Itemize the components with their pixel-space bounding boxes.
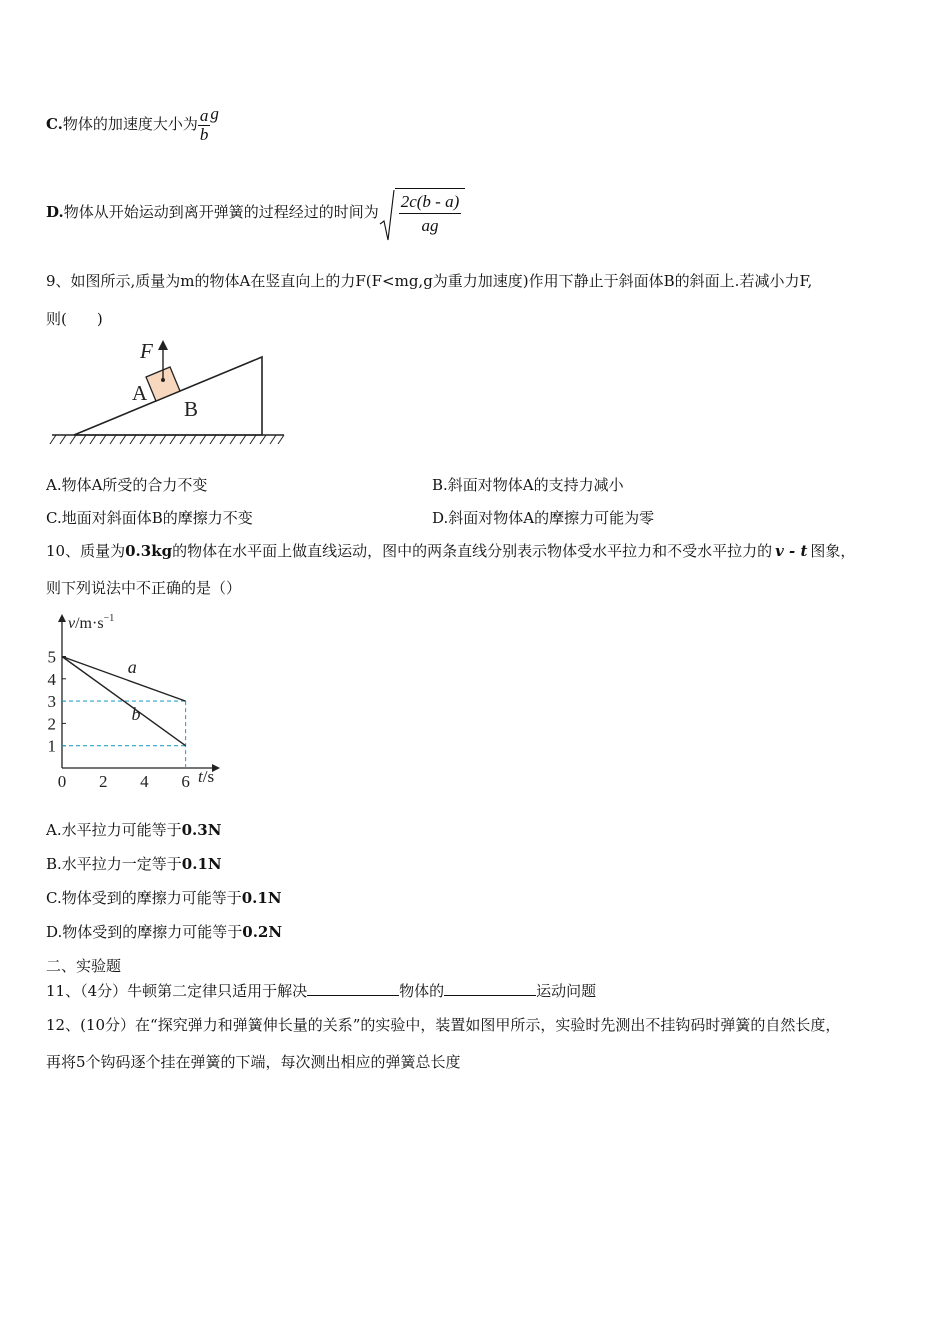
q8-option-c <box>46 104 219 144</box>
option-text: D.物体受到的摩擦力可能等于 <box>46 923 243 941</box>
stem-part: 物体的 <box>399 982 445 1000</box>
q9-stem-line1: 9、如图所示,质量为m的物体A在竖直向上的力F(F<mg,g为重力加速度)作用下静止于斜面体B的斜面上.若减小力F, <box>46 272 813 290</box>
x-tick-label: 4 <box>140 772 149 791</box>
option-value: 0.2N <box>242 923 283 941</box>
x-tick-label: 2 <box>98 772 108 791</box>
stem-vt: v - t <box>775 542 808 560</box>
q12-stem-line1: 12、(10分）在“探究弹力和弹簧伸长量的关系”的实验中，装置如图甲所示，实验时先测出不挂钩码时弹簧的自然长度， <box>46 1016 841 1034</box>
stem-part: 11、（4分）牛顿第二定律只适用于解决 <box>46 982 308 1000</box>
series-line-a <box>62 657 186 702</box>
q10-option-c <box>46 887 282 908</box>
q11-stem <box>46 980 596 1001</box>
radicand <box>395 188 466 238</box>
y-tick-label: 2 <box>47 714 56 734</box>
stem-part: 图象， <box>810 542 856 560</box>
q9-incline-figure <box>46 336 296 448</box>
frac-num: a <box>199 105 209 125</box>
q9-option-a: A.物体A所受的合力不变 <box>46 476 208 494</box>
option-value: 0.3N <box>181 821 222 839</box>
y-tick-label: 3 <box>47 692 56 712</box>
x-tick-label: 0 <box>57 772 67 791</box>
force-arrow-head <box>158 340 168 350</box>
radicand-fraction <box>399 191 462 238</box>
q9-option-b: B.斜面对物体A的支持力减小 <box>432 476 624 494</box>
section-title: 二、实验题 <box>46 957 122 975</box>
x-tick-label: 6 <box>181 772 190 791</box>
ground-hatching <box>50 435 284 444</box>
q12-stem-line2: 再将5个钩码逐个挂在弹簧的下端，每次测出相应的弹簧总长度 <box>46 1053 461 1071</box>
y-axis-title: $v/m\cdot s^{-1}$ <box>68 613 115 632</box>
stem-part: 的物体在水平面上做直线运动，图中的两条直线分别表示物体受水平拉力和不受水平拉力的 <box>172 542 773 560</box>
y-tick-label: 5 <box>47 647 56 667</box>
radical-sign <box>379 188 395 242</box>
sqrt-expression <box>379 188 466 238</box>
rad-num: 2c(b - a) <box>400 192 460 211</box>
stem-mass: 0.3kg <box>125 542 173 560</box>
q10-option-b <box>46 853 222 874</box>
series-label-a: a <box>127 656 137 677</box>
answer-blank-1[interactable] <box>307 981 399 996</box>
frac-den: b <box>199 124 209 144</box>
wedge-label: B <box>184 397 199 421</box>
y-tick-label: 1 <box>47 736 56 756</box>
option-value: 0.1N <box>241 889 282 907</box>
q10-option-d <box>46 921 282 942</box>
frac-after: g <box>210 104 219 123</box>
series-label-b: b <box>131 703 141 724</box>
fraction-a-over-b <box>198 107 211 144</box>
q10-vt-chart <box>40 604 230 794</box>
y-tick-label: 4 <box>47 669 56 689</box>
q9-option-d: D.斜面对物体A的摩擦力可能为零 <box>432 509 655 527</box>
option-value: 0.1N <box>181 855 222 873</box>
q8-option-d <box>46 188 465 238</box>
q10-stem-line1 <box>46 540 855 561</box>
q9-stem-line2: 则( ) <box>46 310 103 328</box>
x-axis-title: t/s <box>198 767 215 786</box>
option-text: 物体从开始运动到离开弹簧的过程经过的时间为 <box>63 203 379 221</box>
rad-den: ag <box>399 213 462 238</box>
option-prefix: C. <box>46 115 63 133</box>
answer-blank-2[interactable] <box>444 981 536 996</box>
option-text: B.水平拉力一定等于 <box>46 855 182 873</box>
option-text: A.水平拉力可能等于 <box>46 821 182 839</box>
option-text: 物体的加速度大小为 <box>62 115 198 133</box>
block-label: A <box>132 381 148 405</box>
force-label: F <box>140 339 153 363</box>
q9-option-c: C.地面对斜面体B的摩擦力不变 <box>46 509 253 527</box>
stem-part: 运动问题 <box>536 982 597 1000</box>
option-prefix: D. <box>46 203 64 221</box>
y-axis-arrow <box>58 614 66 622</box>
option-text: C.物体受到的摩擦力可能等于 <box>46 889 242 907</box>
q10-option-a <box>46 819 221 840</box>
q10-stem-line2: 则下列说法中不正确的是（） <box>46 579 242 597</box>
stem-part: 10、质量为 <box>46 542 126 560</box>
